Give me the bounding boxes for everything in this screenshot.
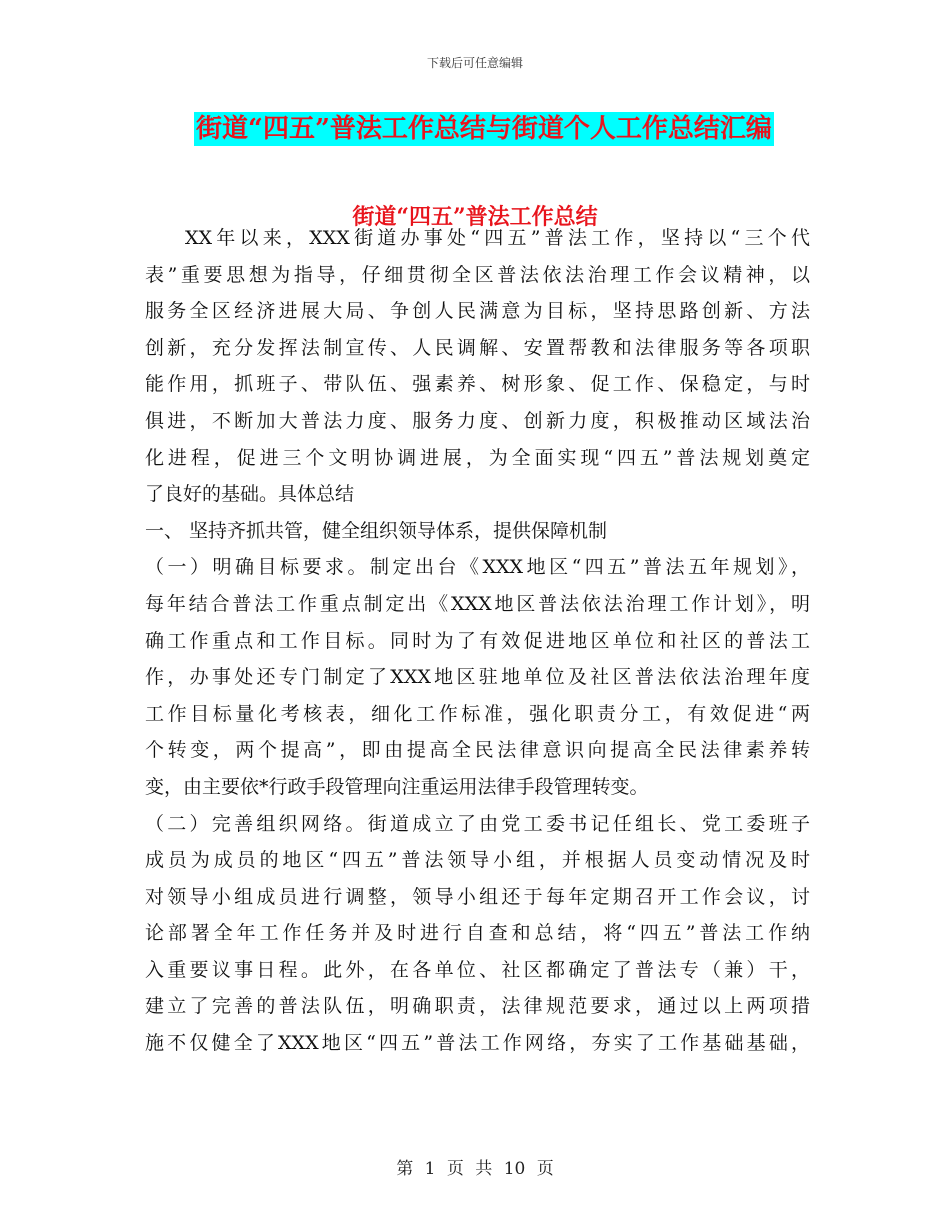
text-line: 对领导小组成员进行调整，领导小组还于每年定期召开工作会议，讨 [145, 885, 810, 908]
text-line: 建立了完善的普法队伍，明确职责，法律规范要求，通过以上两项措 [145, 995, 810, 1018]
text-line: 俱进，不断加大普法力度、服务力度、创新力度，积极推动区域法治 [145, 409, 810, 432]
body-text [145, 220, 810, 1062]
text-line: 作，办事处还专门制定了XXX地区驻地单位及社区普法依法治理年度 [145, 666, 810, 689]
text-line: XX年以来，XXX街道办事处“四五”普法工作，坚持以“三个代 [185, 227, 810, 249]
heading-line: 一、 坚持齐抓共管，健全组织领导体系，提供保障机制 [145, 519, 608, 542]
text-line: 表”重要思想为指导，仔细贯彻全区普法依法治理工作会议精神，以 [145, 263, 810, 286]
text-line: 化进程，促进三个文明协调进展，为全面实现“四五”普法规划奠定 [145, 446, 810, 469]
header-note: 下载后可任意编辑 [426, 56, 523, 70]
text-line: 变，由主要依*行政手段管理向注重运用法律手段管理转变。 [145, 775, 649, 798]
page-number: 第 1 页 共 10 页 [396, 1159, 554, 1179]
text-line: 论部署全年工作任务并及时进行自查和总结，将“四五”普法工作纳 [145, 922, 810, 945]
text-line: 入重要议事日程。此外，在各单位、社区都确定了普法专（兼）干， [145, 958, 810, 981]
text-line: （一）明确目标要求。制定出台《XXX地区“四五”普法五年规划》， [145, 556, 810, 579]
text-line: 服务全区经济进展大局、争创人民满意为目标，坚持思路创新、方法 [145, 300, 810, 323]
text-line: 施不仅健全了XXX地区“四五”普法工作网络，夯实了工作基础基础， [145, 1032, 810, 1055]
text-line: 创新，充分发挥法制宣传、人民调解、安置帮教和法律服务等各项职 [145, 336, 810, 359]
text-line: 能作用，抓班子、带队伍、强素养、树形象、促工作、保稳定，与时 [145, 373, 810, 396]
text-line: 成员为成员的地区“四五”普法领导小组，并根据人员变动情况及时 [145, 849, 810, 872]
text-line: 工作目标量化考核表，细化工作标准，强化职责分工，有效促进“两 [145, 702, 810, 725]
document-title: 街道“四五”普法工作总结与街道个人工作总结汇编 [196, 114, 772, 144]
text-line: （二）完善组织网络。街道成立了由党工委书记任组长、党工委班子 [145, 812, 810, 835]
text-line: 个转变，两个提高”，即由提高全民法律意识向提高全民法律素养转 [145, 739, 810, 762]
text-line: 每年结合普法工作重点制定出《XXX地区普法依法治理工作计划》，明 [145, 592, 810, 615]
text-line: 了良好的基础。具体总结 [145, 483, 355, 506]
section-title: 街道“四五”普法工作总结 [352, 204, 598, 230]
text-line: 确工作重点和工作目标。同时为了有效促进地区单位和社区的普法工 [145, 629, 810, 652]
